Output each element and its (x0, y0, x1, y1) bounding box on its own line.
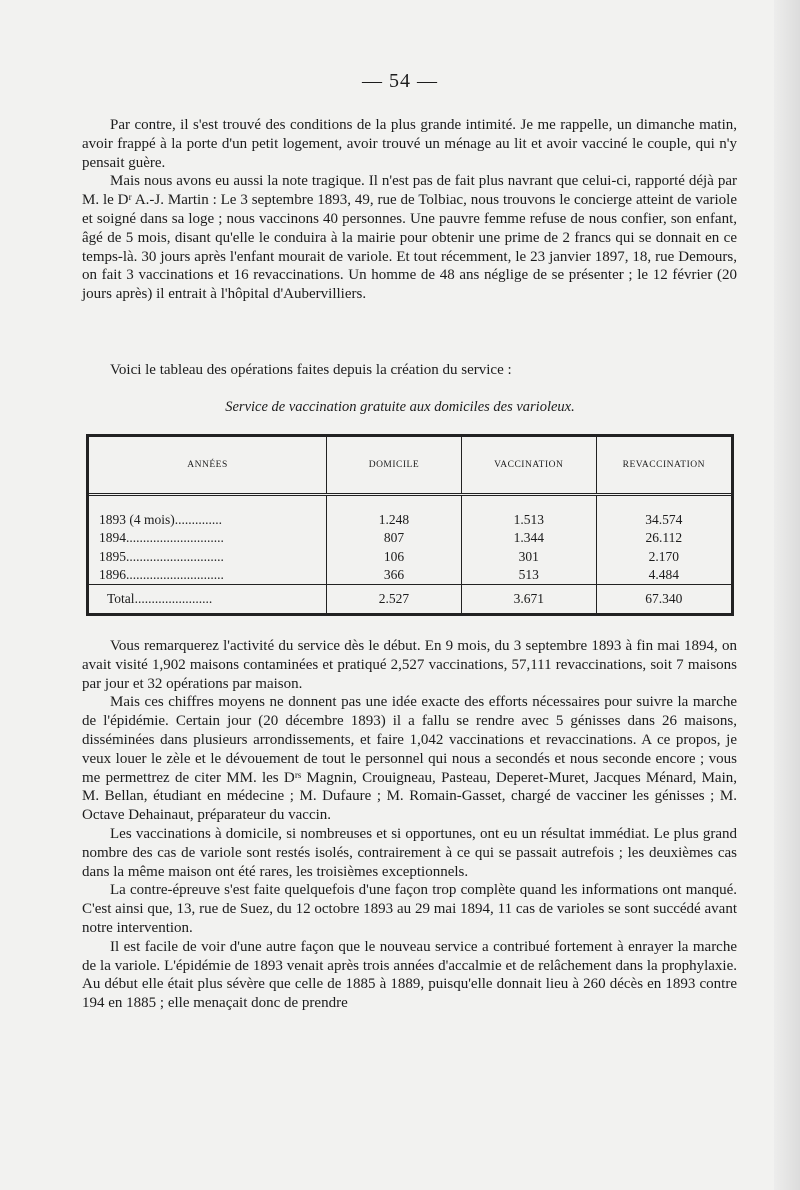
header-revaccination: REVACCINATION (596, 437, 731, 495)
year-cell: 1893 (4 mois) (99, 512, 175, 528)
bottom-text (82, 637, 737, 1013)
domicile-cell: 366 (327, 566, 462, 585)
statistics-table (86, 434, 734, 616)
page-number: — 54 — (362, 70, 438, 92)
year-cell: 1894 (99, 530, 126, 546)
paragraph: La contre-épreuve s'est faite quelquefois d'une façon trop complète quand les informations ont manqué. C'est ainsi que, 13, rue de Suez, du 12 octobre 1893 au 29 mai 1894, 11 cas de varioles se sont succédé avant notre intervention. (82, 882, 737, 936)
paragraph: Il est facile de voir d'une autre façon que le nouveau service a contribué fortement à enrayer la marche de la variole. L'épidémie de 1893 venait après trois années d'accalmie et de relâchement dans la prophylaxie. Au début elle était plus sévère que celle de 1885 à 1889, puisqu'elle donnait lieu à 260 décès en 1893 contre 194 en 1885 ; elle menaçait donc de prendre (82, 938, 737, 1012)
domicile-cell: 807 (327, 529, 462, 547)
total-label: Total (107, 591, 135, 607)
table-title: Service de vaccination gratuite aux domiciles des varioleux. (225, 399, 575, 415)
table-row: 1896............................. 366 513 4.484 (89, 566, 731, 585)
total-revaccination: 67.340 (596, 585, 731, 613)
vaccination-cell: 1.344 (461, 529, 596, 547)
revaccination-cell: 26.112 (596, 529, 731, 547)
paragraph: Vous remarquerez l'activité du service dès le début. En 9 mois, du 3 septembre 1893 à fin mai 1894, on avait visité 1,902 maisons contaminées et pratiqué 2,527 vaccinations, 57,111 revaccinations, soit 7 maisons par jour et 32 opérations par maison. (82, 638, 737, 692)
vaccination-cell: 1.513 (461, 511, 596, 529)
table-row: 1895............................. 106 301 2.170 (89, 548, 731, 566)
header-vaccination: VACCINATION (461, 437, 596, 495)
header-domicile: DOMICILE (327, 437, 462, 495)
table-intro: Voici le tableau des opérations faites depuis la création du service : (110, 362, 512, 378)
year-cell: 1895 (99, 548, 126, 564)
header-annees: ANNÉES (89, 437, 327, 495)
total-row: Total....................... 2.527 3.671 67.340 (89, 585, 731, 613)
vaccination-cell: 513 (461, 566, 596, 585)
vaccination-cell: 301 (461, 548, 596, 566)
domicile-cell: 106 (327, 548, 462, 566)
domicile-cell: 1.248 (327, 511, 462, 529)
revaccination-cell: 2.170 (596, 548, 731, 566)
paragraph: Mais nous avons eu aussi la note tragique. Il n'est pas de fait plus navrant que celui-ci, rapporté déjà par M. le Dʳ A.-J. Martin : Le 3 septembre 1893, 49, rue de Tolbiac, nous trouvons le concierge atteint de variole et soigné dans sa loge ; nous vaccinons 40 personnes. Une pauvre femme refuse de nous confier, son enfant, âgé de 5 mois, disant qu'elle le conduira à la mairie pour obtenir une prime de 2 francs qui se donnait en ce temps-là. 30 jours après l'enfant mourait de variole. Et tout récemment, le 23 janvier 1897, 18, rue Demours, on fait 3 vaccinations et 16 revaccinations. Un homme de 48 ans néglige de se présenter ; le 12 février (20 jours après) il entrait à l'hôpital d'Aubervilliers. (82, 173, 737, 303)
table-row: 1893 (4 mois).............. 1.248 1.513 34.574 (89, 511, 731, 529)
year-cell: 1896 (99, 566, 126, 582)
top-text (82, 116, 737, 304)
paragraph: Par contre, il s'est trouvé des conditions de la plus grande intimité. Je me rappelle, un dimanche matin, avoir frappé à la porte d'un petit logement, avoir trouvé un ménage au lit et avoir vacciné le couple, qui n'y pensait guère. (82, 117, 737, 171)
scan-edge (774, 0, 800, 1190)
table-row: 1894............................. 807 1.344 26.112 (89, 529, 731, 547)
paragraph: Mais ces chiffres moyens ne donnent pas une idée exacte des efforts nécessaires pour suivre la marche de l'épidémie. Certain jour (20 décembre 1893) il a fallu se rendre avec 5 génisses dans 26 maisons, disséminées dans plusieurs arrondissements, et faire 1,042 vaccinations et revaccinations. A ce propos, je veux louer le zèle et le dévouement de tout le personnel qui nous a secondés et nous seconde encore ; vous me permettrez de citer MM. les Dʳˢ Magnin, Crouigneau, Pasteau, Deperet-Muret, Jacques Ménard, Main, M. Bellan, étudiant en médecine ; M. Dufaure ; M. Romain-Gasset, chargé de vacciner les génisses ; M. Octave Dehainaut, préparateur du vaccin. (82, 694, 737, 824)
total-domicile: 2.527 (327, 585, 462, 613)
revaccination-cell: 34.574 (596, 511, 731, 529)
revaccination-cell: 4.484 (596, 566, 731, 585)
paragraph: Les vaccinations à domicile, si nombreuses et si opportunes, ont eu un résultat immédiat. Le plus grand nombre des cas de variole sont restés isolés, contrairement à ce qui se passait autrefois ; les deuxièmes cas dans la même maison ont été rares, les troisièmes exceptionnels. (82, 825, 737, 880)
total-vaccination: 3.671 (461, 585, 596, 613)
